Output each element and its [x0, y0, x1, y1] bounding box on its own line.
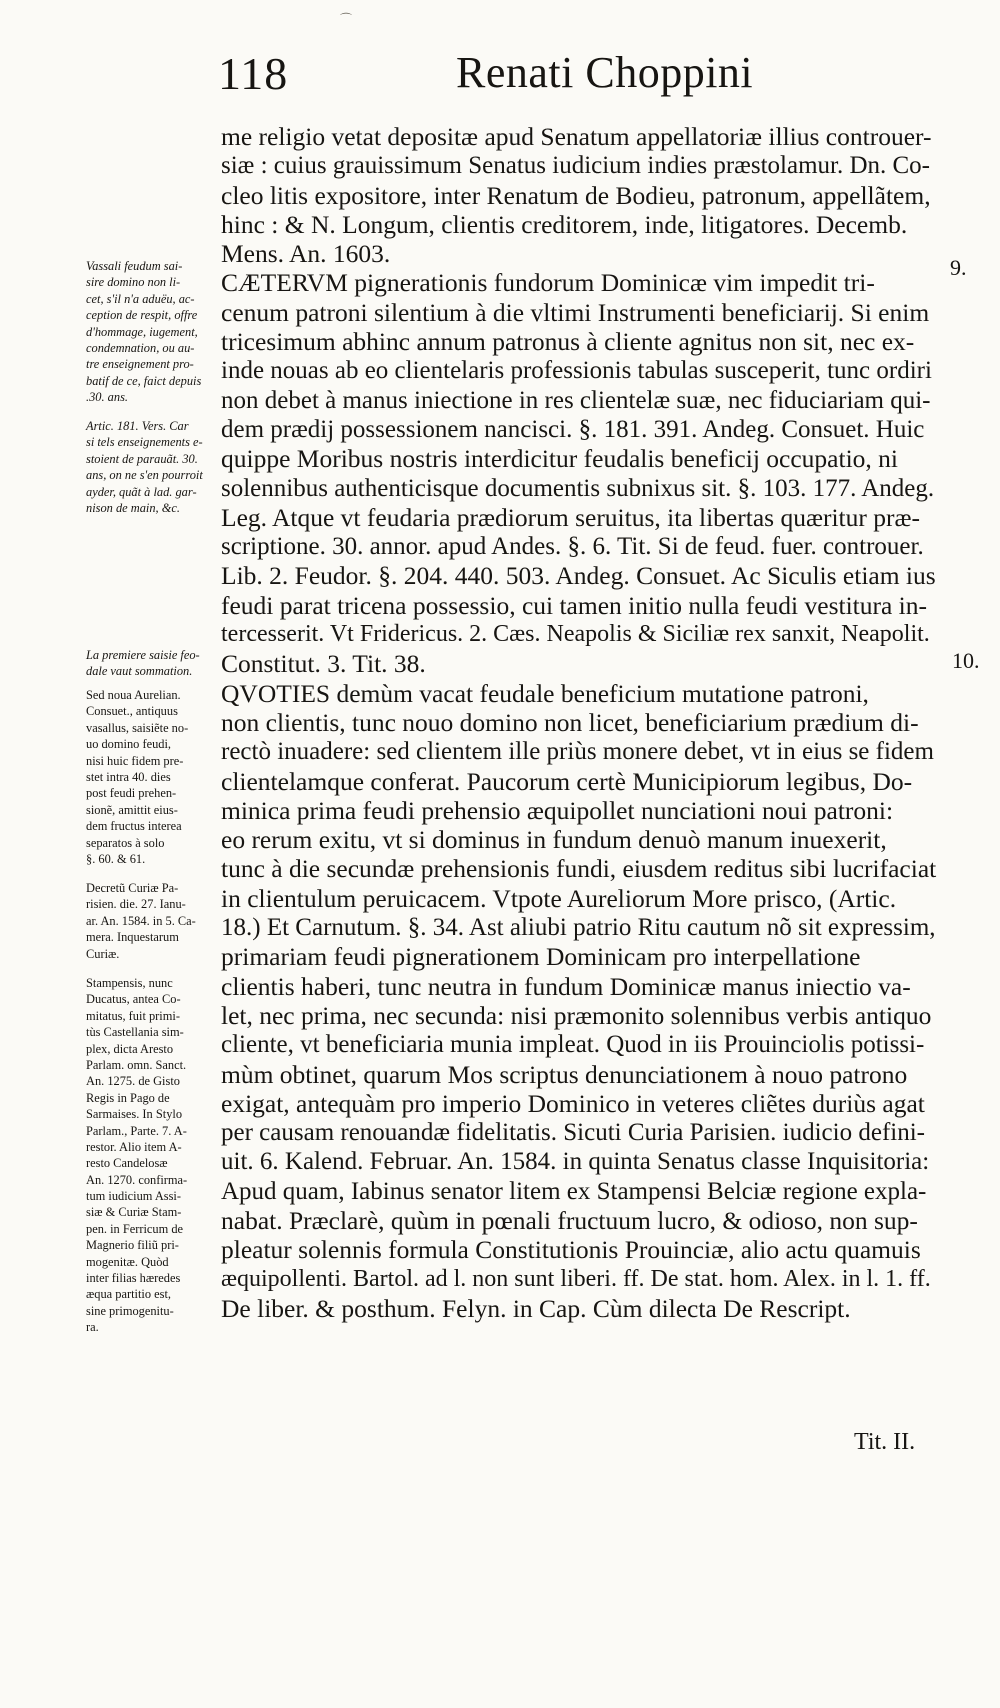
text-line: nabat. Præclarè, quùm in pœnali fructuum lucro, & odioso, non sup- [221, 1205, 918, 1235]
text-line: De liber. & posthum. Felyn. in Cap. Cùm dilecta De Rescript. [221, 1293, 851, 1323]
marginal-note-line: mera. Inquestarum [86, 930, 179, 945]
text-line: pleatur solennis formula Constitutionis Prouinciæ, alio actu quamuis [221, 1235, 921, 1265]
marginal-note-line: nisi huic fidem pre- [86, 753, 184, 768]
text-line: hinc : & N. Longum, clientis creditorem, inde, litigatores. Decemb. [221, 209, 908, 239]
text-line: CÆTERVM pignerationis fundorum Dominicæ vim impedit tri- [221, 268, 875, 298]
marginal-note-line: inter filias hæredes [86, 1271, 181, 1286]
text-line: inde nouas ab eo clientelaris professionis tabulas susceperit, tunc ordiri [221, 357, 932, 385]
text-line: uit. 6. Kalend. Februar. An. 1584. in quinta Senatus classe Inquisitoria: [221, 1148, 930, 1176]
paragraph-number-10: 10. [952, 648, 980, 673]
marginal-note-line: d'hommage, iugement, [86, 324, 198, 339]
running-title: Renati Choppini [456, 48, 754, 97]
text-line: rectò inuadere: sed clientem ille priùs monere debet, vt in eius se fidem [221, 738, 934, 766]
marginal-note-line: mogenitæ. Quòd [86, 1254, 169, 1269]
marginal-note-line: nison de main, &c. [86, 500, 180, 515]
text-line: quippe Moribus nostris interdicitur feudalis beneficij occupatio, ni [221, 444, 899, 474]
text-line: cleo litis expositore, inter Renatum de Bodieu, patronum, appellãtem, [221, 180, 931, 210]
text-line: primariam feudi pignerationem Dominicam pro interpellatione [221, 942, 861, 972]
marginal-note-line: post feudi prehen- [86, 786, 177, 801]
marginal-note-line: ra. [86, 1320, 99, 1335]
marginal-note-line: An. 1275. de Gisto [86, 1074, 180, 1089]
text-line: let, nec prima, nec secunda: nisi præmonito solennibus verbis antiquo [221, 1000, 932, 1030]
marginal-note-line: condemnation, ou au- [86, 340, 195, 355]
marginal-note [86, 647, 221, 680]
text-line: QVOTIES demùm vacat feudale beneficium mutatione patroni, [221, 678, 869, 708]
marginal-note-line: uo domino feudi, [86, 737, 172, 752]
text-line: scriptione. 30. annor. apud Andes. §. 6. Tit. Si de feud. fuer. controuer. [221, 533, 924, 561]
text-line: siæ : cuius grauissimum Senatus iudicium indies præstolamur. Dn. Co- [221, 152, 931, 180]
stray-mark: ⌒ [340, 12, 353, 26]
text-line: non debet à manus iniectione in res clientelæ suæ, nec fiduciariam qui- [221, 386, 931, 414]
text-line: tunc à die secundæ prehensionis fundi, eiusdem reditus sibi lucrifaciat [221, 854, 937, 884]
text-line: Leg. Atque vt feudaria prædiorum seruitus, ita libertas quæritur præ- [221, 502, 920, 532]
marginal-note-line: Parlam., Parte. 7. A- [86, 1123, 187, 1138]
text-line: clientis haberi, tunc neutra in fundum Dominicæ manus iniectio va- [221, 971, 911, 1001]
text-line: per causam renouandæ fidelitatis. Sicuti Curia Parisien. iudicio defini- [221, 1119, 925, 1147]
marginal-note-line: Vassali feudum sai- [86, 259, 183, 273]
page-number: 118 [218, 48, 289, 99]
text-line: dem prædij possessionem nancisci. §. 181. 391. Andeg. Consuet. Huic [221, 415, 925, 443]
marginal-note-line: æqua partitio est, [86, 1287, 171, 1302]
text-line: clientelamque conferat. Paucorum certè Municipiorum legibus, Do- [221, 766, 913, 796]
marginal-note-line: Sarmaises. In Stylo [86, 1107, 183, 1122]
marginal-note-line: ans, on ne s'en pourroit [86, 468, 203, 483]
marginal-note-line: batif de ce, faict depuis [86, 373, 202, 388]
marginal-note [86, 418, 221, 516]
marginal-note-line: Consuet., antiquus [86, 704, 178, 719]
text-line: eo rerum exitu, vt si dominus in fundum denuò manum inuexerit, [221, 825, 887, 855]
marginal-note-line: Regis in Pago de [86, 1090, 170, 1105]
marginal-note-line: An. 1270. confirma- [86, 1172, 188, 1187]
marginal-note-line: si tels enseignements e- [86, 435, 203, 450]
marginal-note-line: Artic. 181. Vers. Car [86, 419, 189, 433]
marginal-note-line: pen. in Ferricum de [86, 1221, 184, 1236]
text-line: solennibus authenticisque documentis subnixus sit. §. 103. 177. Andeg. [221, 474, 935, 502]
marginal-note-line: vasallus, saisiẽte no- [86, 720, 189, 735]
text-line: cliente, vt beneficiaria munia impleat. Quod in iis Prouinciolis potissi- [221, 1031, 925, 1059]
marginal-note [86, 687, 221, 867]
marginal-note-line: sire domino non li- [86, 275, 181, 290]
marginal-note-line: sine primogenitu- [86, 1303, 174, 1318]
text-line: tricesimum abhinc annum patronus à cliente agnitus non sit, nec ex- [221, 327, 915, 357]
marginal-note-line: restor. Alio item A- [86, 1139, 182, 1154]
marginal-note-line: sionẽ, amittit eius- [86, 802, 178, 817]
marginal-note-line: resto Candelosæ [86, 1156, 168, 1171]
text-line: Constitut. 3. Tit. 38. [221, 649, 426, 679]
text-line: me religio vetat depositæ apud Senatum appellatoriæ illius controuer- [221, 122, 932, 151]
marginal-note-line: siæ & Curiæ Stam- [86, 1205, 182, 1220]
text-line: feudi parat tricena possessio, cui tamen initio nulla feudi vestitura in- [221, 590, 928, 620]
marginal-note-line: ception de respit, offre [86, 308, 198, 323]
marginal-note-line: Magnerio filiũ pri- [86, 1238, 179, 1253]
text-line: æquipollenti. Bartol. ad l. non sunt liberi. ff. De stat. hom. Alex. in l. 1. ff. [221, 1265, 931, 1292]
marginal-note-line: Stampensis, nunc [86, 976, 173, 990]
marginal-note-line: risien. die. 27. Ianu- [86, 897, 186, 912]
marginal-note-line: cet, s'il n'a aduëu, ac- [86, 291, 195, 306]
marginal-note-line: Sed noua Aurelian. [86, 688, 181, 702]
marginal-note-line: La premiere saisie feo- [86, 648, 200, 662]
marginal-note-line: Ducatus, antea Co- [86, 992, 181, 1007]
text-line: in clientulum peruicacem. Vtpote Aureliorum More prisco, (Artic. [221, 883, 897, 913]
marginal-note-line: Decretũ Curiæ Pa- [86, 881, 179, 895]
marginal-note [86, 975, 221, 1336]
marginal-note-line: ayder, quãt à lad. gar- [86, 484, 197, 499]
text-line: tercesserit. Vt Fridericus. 2. Cæs. Neapolis & Siciliæ rex sanxit, Neapolit. [221, 621, 930, 648]
marginal-note-line: stet intra 40. dies [86, 769, 171, 784]
marginal-note-line: tre enseignement pro- [86, 357, 194, 372]
marginal-note-line: .30. ans. [86, 390, 128, 405]
marginal-note [86, 880, 221, 962]
marginal-note-line: tum iudicium Assi- [86, 1189, 181, 1204]
text-line: Apud quam, Iabinus senator litem ex Stampensi Belciæ regione expla- [221, 1177, 927, 1205]
marginal-note-line: dem fructus interea [86, 819, 182, 834]
marginal-note-line: tùs Castellania sim- [86, 1025, 184, 1040]
text-line: exigat, antequàm pro imperio Dominico in veteres cliẽtes duriùs agat [221, 1088, 925, 1118]
paragraph-number-9: 9. [950, 255, 967, 280]
text-line: 18.) Et Carnutum. §. 34. Ast aliubi patrio Ritu cautum nõ sit expressim, [221, 914, 936, 942]
text-line: Lib. 2. Feudor. §. 204. 440. 503. Andeg. Consuet. Ac Siculis etiam ius [221, 561, 936, 591]
catchword: Tit. II. [854, 1429, 916, 1455]
marginal-note-line: Parlam. omn. Sanct. [86, 1057, 187, 1072]
text-line: non clientis, tunc nouo domino non licet, beneficiarium prædium di- [221, 707, 919, 737]
marginal-note-line: separatos à solo [86, 835, 165, 850]
text-line: minica prima feudi prehensio æquipollet nunciationi noui patroni: [221, 795, 894, 825]
text-line: Mens. An. 1603. [221, 239, 391, 269]
marginal-note [86, 258, 221, 406]
marginal-note-line: §. 60. & 61. [86, 851, 146, 866]
text-line: cenum patroni silentium à die vltimi Instrumenti beneficiarij. Si enim [221, 297, 930, 327]
main-text-column [221, 122, 937, 1323]
marginal-note-line: Curiæ. [86, 946, 120, 961]
marginal-note-line: plex, dicta Aresto [86, 1041, 174, 1056]
marginal-note-line: mitatus, fuit primi- [86, 1008, 180, 1023]
text-line: mùm obtinet, quarum Mos scriptus denunciationem à nouo patrono [221, 1059, 908, 1089]
marginal-note-line: stoient de parauãt. 30. [86, 451, 198, 466]
marginal-note-line: ar. An. 1584. in 5. Ca- [86, 913, 196, 928]
marginal-note-line: dale vaut sommation. [86, 664, 193, 679]
